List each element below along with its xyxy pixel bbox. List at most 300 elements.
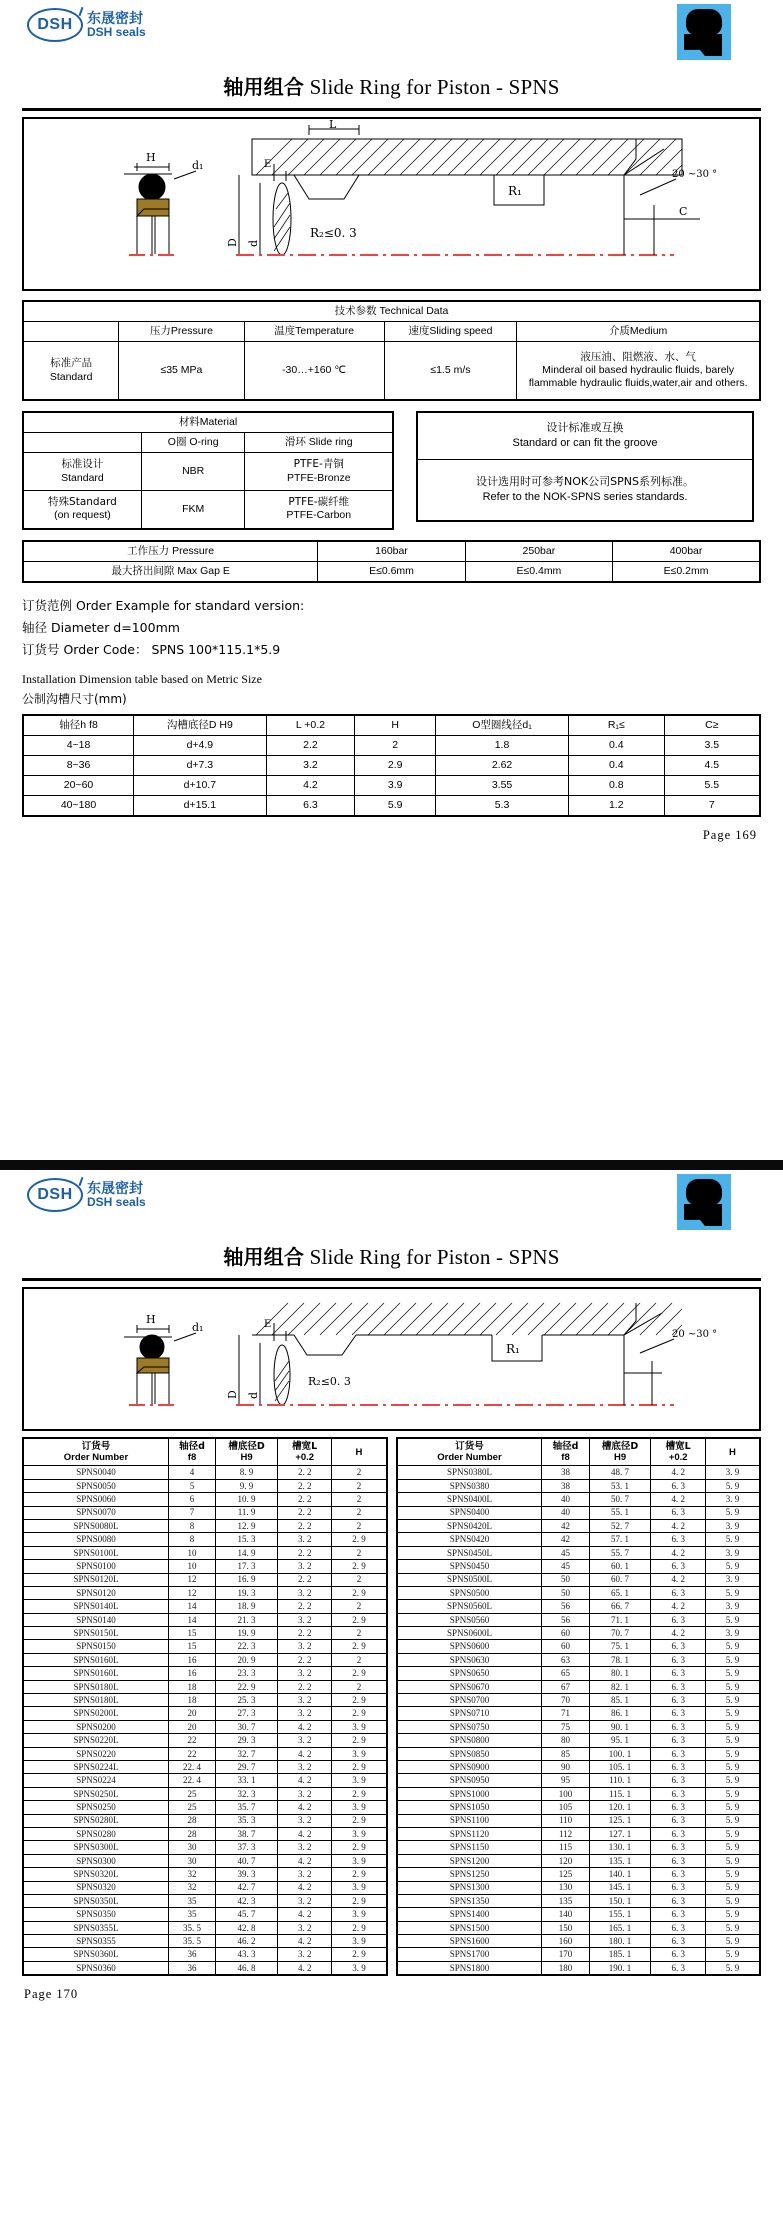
order-number-table-left [22, 1437, 388, 1976]
cell-r20-c2: 29. 3 [216, 1734, 278, 1747]
install-r1-c4: 2.62 [436, 756, 569, 776]
order-th-2-en: H9 [240, 1452, 253, 1464]
cell-r21-c2: 100. 1 [589, 1747, 651, 1760]
cell-r14-c4: 5. 9 [705, 1653, 760, 1666]
cell-r13-c1: 15 [168, 1640, 215, 1653]
install-r0-c3: 2 [355, 735, 436, 755]
order-th-groove-d [216, 1438, 278, 1466]
install-r2-c2: 4.2 [266, 776, 354, 796]
cell-r5-c0: SPNS0080 [23, 1533, 168, 1546]
cell-r4-c1: 8 [168, 1519, 215, 1532]
table-row [23, 1694, 387, 1707]
label-E: E [264, 1319, 272, 1330]
cell-r26-c4: 5. 9 [705, 1814, 760, 1827]
cell-r14-c3: 2. 2 [277, 1653, 332, 1666]
order-th-0-cn: 订货号 [81, 1441, 111, 1452]
cell-r12-c2: 19. 9 [216, 1627, 278, 1640]
table-row [397, 1961, 761, 1975]
table-row [397, 1935, 761, 1948]
cell-r11-c0: SPNS0140 [23, 1613, 168, 1626]
table-row [23, 1747, 387, 1760]
cell-r27-c3: 4. 2 [277, 1827, 332, 1840]
cell-r35-c1: 160 [542, 1935, 589, 1948]
order-th-order-number [397, 1438, 542, 1466]
cell-r12-c4: 3. 9 [705, 1627, 760, 1640]
cell-r23-c3: 6. 3 [651, 1774, 706, 1787]
table-row [23, 1841, 387, 1854]
cell-r4-c0: SPNS0080L [23, 1519, 168, 1532]
cell-r5-c0: SPNS0420 [397, 1533, 542, 1546]
page-1-number: Page 169 [702, 828, 757, 843]
table-row [23, 1573, 387, 1586]
cell-r28-c4: 2. 9 [332, 1841, 387, 1854]
cell-r2-c4: 3. 9 [705, 1493, 760, 1506]
cell-r33-c3: 4. 2 [277, 1908, 332, 1921]
cell-r23-c3: 4. 2 [277, 1774, 332, 1787]
cell-r29-c4: 5. 9 [705, 1854, 760, 1867]
cell-r28-c3: 3. 2 [277, 1841, 332, 1854]
cell-r14-c0: SPNS0630 [397, 1653, 542, 1666]
cell-r36-c3: 6. 3 [651, 1948, 706, 1961]
order-th-0-en: Order Number [437, 1452, 502, 1464]
td-standard-label [23, 342, 119, 400]
cell-r20-c4: 5. 9 [705, 1734, 760, 1747]
seal-profile-lower-shape [684, 1204, 722, 1226]
cell-r9-c2: 65. 1 [589, 1586, 651, 1599]
table-row [23, 1560, 387, 1573]
cell-r18-c0: SPNS0710 [397, 1707, 542, 1720]
cell-r6-c2: 55. 7 [589, 1546, 651, 1559]
order-th-1-cn: 轴径d [552, 1441, 579, 1452]
table-row [397, 1707, 761, 1720]
cell-r6-c0: SPNS0100L [23, 1546, 168, 1559]
cell-r9-c0: SPNS0120 [23, 1586, 168, 1599]
cell-r10-c3: 2. 2 [277, 1600, 332, 1613]
table-row [23, 1734, 387, 1747]
cell-r15-c1: 16 [168, 1667, 215, 1680]
cell-r33-c3: 6. 3 [651, 1908, 706, 1921]
table-row [397, 1653, 761, 1666]
cell-r27-c2: 38. 7 [216, 1827, 278, 1840]
cell-r36-c2: 185. 1 [589, 1948, 651, 1961]
cell-r7-c3: 6. 3 [651, 1560, 706, 1573]
table-row [23, 1479, 387, 1492]
table-row [397, 1573, 761, 1586]
standard-note-body-en: Refer to the NOK-SPNS series standards. [482, 490, 688, 503]
cell-r28-c2: 37. 3 [216, 1841, 278, 1854]
label-H: H [146, 1313, 156, 1326]
cell-r27-c1: 112 [542, 1827, 589, 1840]
cell-r1-c2: 9. 9 [216, 1479, 278, 1492]
cell-r6-c4: 2 [332, 1546, 387, 1559]
cell-r29-c0: SPNS1200 [397, 1854, 542, 1867]
cell-r37-c4: 5. 9 [705, 1961, 760, 1975]
cell-r13-c3: 6. 3 [651, 1640, 706, 1653]
cell-r32-c4: 5. 9 [705, 1894, 760, 1907]
cell-r4-c0: SPNS0420L [397, 1519, 542, 1532]
order-th-3-en: +0.2 [668, 1452, 688, 1464]
cell-r24-c4: 5. 9 [705, 1787, 760, 1800]
table-row [397, 1814, 761, 1827]
order-th-groove-l [277, 1438, 332, 1466]
cell-r16-c2: 22. 9 [216, 1680, 278, 1693]
dsh-logo-icon: DSH [27, 1178, 83, 1212]
cell-r4-c3: 4. 2 [651, 1519, 706, 1532]
cell-r8-c2: 16. 9 [216, 1573, 278, 1586]
cell-r18-c4: 2. 9 [332, 1707, 387, 1720]
cell-r36-c4: 5. 9 [705, 1948, 760, 1961]
cell-r20-c0: SPNS0220L [23, 1734, 168, 1747]
cell-r15-c0: SPNS0650 [397, 1667, 542, 1680]
cell-r8-c1: 12 [168, 1573, 215, 1586]
cell-r19-c1: 20 [168, 1720, 215, 1733]
cell-r31-c1: 130 [542, 1881, 589, 1894]
order-th-shaft-d [168, 1438, 215, 1466]
cell-r23-c0: SPNS0224 [23, 1774, 168, 1787]
technical-data-title: 技术参数 Technical Data [23, 301, 760, 322]
cell-r18-c4: 5. 9 [705, 1707, 760, 1720]
cell-r32-c4: 2. 9 [332, 1894, 387, 1907]
cell-r37-c0: SPNS0360 [23, 1961, 168, 1975]
cell-r23-c4: 3. 9 [332, 1774, 387, 1787]
table-row [23, 735, 760, 755]
table-row [23, 1640, 387, 1653]
cell-r29-c1: 30 [168, 1854, 215, 1867]
cell-r28-c0: SPNS0300L [23, 1841, 168, 1854]
material-row-1-oring: FKM [141, 491, 245, 529]
cell-r3-c2: 11. 9 [216, 1506, 278, 1519]
cell-r27-c1: 28 [168, 1827, 215, 1840]
cell-r30-c0: SPNS1250 [397, 1868, 542, 1881]
order-th-3-cn: 槽宽L [665, 1441, 691, 1452]
title-divider [22, 1278, 761, 1281]
cell-r20-c3: 3. 2 [277, 1734, 332, 1747]
cell-r7-c3: 3. 2 [277, 1560, 332, 1573]
cell-r16-c0: SPNS0670 [397, 1680, 542, 1693]
material-title: 材料Material [23, 412, 393, 433]
cell-r21-c1: 22 [168, 1747, 215, 1760]
cell-r19-c2: 30. 7 [216, 1720, 278, 1733]
install-r3-c2: 6.3 [266, 796, 354, 817]
cell-r16-c4: 5. 9 [705, 1680, 760, 1693]
cell-r11-c3: 6. 3 [651, 1613, 706, 1626]
cell-r22-c1: 90 [542, 1761, 589, 1774]
material-row-1-label [23, 491, 141, 529]
cell-r19-c4: 3. 9 [332, 1720, 387, 1733]
cell-r3-c0: SPNS0070 [23, 1506, 168, 1519]
order-example-block [22, 595, 761, 661]
table-row [397, 1466, 761, 1479]
cell-r2-c0: SPNS0060 [23, 1493, 168, 1506]
table-row [397, 1600, 761, 1613]
install-r2-c4: 3.55 [436, 776, 569, 796]
cell-r2-c1: 40 [542, 1493, 589, 1506]
cell-r26-c1: 110 [542, 1814, 589, 1827]
cell-r34-c4: 5. 9 [705, 1921, 760, 1934]
cell-r8-c1: 50 [542, 1573, 589, 1586]
material-th-slide-ring: 滑环 Slide ring [245, 432, 393, 452]
td-blank-corner [23, 322, 119, 342]
cell-r22-c0: SPNS0900 [397, 1761, 542, 1774]
cell-r16-c4: 2 [332, 1680, 387, 1693]
cell-r25-c2: 120. 1 [589, 1801, 651, 1814]
cell-r14-c1: 16 [168, 1653, 215, 1666]
install-note-block [22, 670, 761, 708]
table-row [397, 1546, 761, 1559]
cell-r1-c4: 5. 9 [705, 1479, 760, 1492]
cell-r15-c2: 23. 3 [216, 1667, 278, 1680]
cell-r3-c1: 40 [542, 1506, 589, 1519]
cell-r21-c4: 5. 9 [705, 1747, 760, 1760]
cell-r35-c4: 5. 9 [705, 1935, 760, 1948]
cell-r31-c1: 32 [168, 1881, 215, 1894]
cell-r19-c2: 90. 1 [589, 1720, 651, 1733]
td-medium-cn: 液压油、阻燃液、水、气 [580, 350, 696, 363]
cell-r12-c0: SPNS0150L [23, 1627, 168, 1640]
cell-r32-c3: 3. 2 [277, 1894, 332, 1907]
cell-r31-c3: 4. 2 [277, 1881, 332, 1894]
cell-r34-c3: 6. 3 [651, 1921, 706, 1934]
cell-r34-c2: 165. 1 [589, 1921, 651, 1934]
cell-r26-c0: SPNS1100 [397, 1814, 542, 1827]
install-r2-c6: 5.5 [664, 776, 760, 796]
cell-r25-c4: 5. 9 [705, 1801, 760, 1814]
cell-r34-c3: 3. 2 [277, 1921, 332, 1934]
standard-note-box [416, 411, 754, 522]
cell-r19-c0: SPNS0200 [23, 1720, 168, 1733]
cell-r19-c3: 4. 2 [277, 1720, 332, 1733]
cell-r32-c0: SPNS1350 [397, 1894, 542, 1907]
cell-r8-c3: 4. 2 [651, 1573, 706, 1586]
cell-r2-c1: 6 [168, 1493, 215, 1506]
pressure-400: 400bar [613, 541, 760, 562]
cell-r2-c2: 50. 7 [589, 1493, 651, 1506]
cell-r28-c1: 30 [168, 1841, 215, 1854]
order-th-3-cn: 槽宽L [292, 1441, 318, 1452]
cell-r11-c1: 56 [542, 1613, 589, 1626]
cell-r10-c3: 4. 2 [651, 1600, 706, 1613]
td-standard-label-en: Standard [49, 370, 93, 383]
cell-r21-c3: 4. 2 [277, 1747, 332, 1760]
material-row-1-label-en: (on request) [54, 509, 111, 522]
cell-r7-c1: 10 [168, 1560, 215, 1573]
cell-r6-c3: 2. 2 [277, 1546, 332, 1559]
order-th-groove-d [589, 1438, 651, 1466]
cell-r17-c1: 70 [542, 1694, 589, 1707]
cell-r9-c4: 2. 9 [332, 1586, 387, 1599]
seal-profile-icon [677, 4, 731, 60]
cell-r24-c0: SPNS0250L [23, 1787, 168, 1800]
cell-r36-c3: 3. 2 [277, 1948, 332, 1961]
pressure-160: 160bar [318, 541, 465, 562]
maxgap-250: E≤0.4mm [465, 561, 612, 582]
cell-r18-c3: 6. 3 [651, 1707, 706, 1720]
table-row [23, 1908, 387, 1921]
cross-section-drawing-page-2 [22, 1287, 761, 1431]
cell-r28-c2: 130. 1 [589, 1841, 651, 1854]
install-th-1: 沟槽底径D H9 [134, 715, 267, 736]
install-r3-c4: 5.3 [436, 796, 569, 817]
material-row-0-label-cn: 标准设计 [61, 458, 104, 471]
cell-r2-c3: 2. 2 [277, 1493, 332, 1506]
table-row [23, 1814, 387, 1827]
label-d1: d₁ [192, 159, 204, 172]
cell-r1-c1: 38 [542, 1479, 589, 1492]
label-C: C [679, 205, 688, 218]
cell-r1-c0: SPNS0050 [23, 1479, 168, 1492]
table-row [23, 1546, 387, 1559]
cell-r26-c4: 2. 9 [332, 1814, 387, 1827]
cell-r20-c3: 6. 3 [651, 1734, 706, 1747]
cell-r16-c3: 2. 2 [277, 1680, 332, 1693]
table-row [397, 1479, 761, 1492]
brand-name-en: DSH seals [87, 25, 146, 40]
cell-r30-c3: 6. 3 [651, 1868, 706, 1881]
cell-r26-c1: 28 [168, 1814, 215, 1827]
material-th-oring: O圈 O-ring [141, 432, 245, 452]
cell-r33-c4: 3. 9 [332, 1908, 387, 1921]
cell-r17-c4: 2. 9 [332, 1694, 387, 1707]
cell-r13-c1: 60 [542, 1640, 589, 1653]
cell-r16-c1: 67 [542, 1680, 589, 1693]
page-separator [0, 1160, 783, 1170]
table-row [397, 1667, 761, 1680]
cell-r7-c4: 2. 9 [332, 1560, 387, 1573]
cell-r20-c2: 95. 1 [589, 1734, 651, 1747]
cell-r4-c4: 2 [332, 1519, 387, 1532]
cell-r24-c3: 6. 3 [651, 1787, 706, 1800]
cell-r13-c3: 3. 2 [277, 1640, 332, 1653]
brand-logo [27, 1178, 146, 1212]
cell-r16-c1: 18 [168, 1680, 215, 1693]
cell-r15-c4: 5. 9 [705, 1667, 760, 1680]
cell-r33-c0: SPNS1400 [397, 1908, 542, 1921]
order-number-table-right [396, 1437, 762, 1976]
cell-r3-c3: 2. 2 [277, 1506, 332, 1519]
cell-r14-c4: 2 [332, 1653, 387, 1666]
label-D: D [226, 1390, 239, 1399]
cell-r25-c0: SPNS0250 [23, 1801, 168, 1814]
cell-r32-c2: 42. 3 [216, 1894, 278, 1907]
order-table-right-body [397, 1466, 761, 1975]
maxgap-160: E≤0.6mm [318, 561, 465, 582]
table-row [397, 1493, 761, 1506]
cell-r22-c2: 29. 7 [216, 1761, 278, 1774]
table-row [397, 1854, 761, 1867]
cell-r17-c3: 6. 3 [651, 1694, 706, 1707]
cell-r35-c3: 4. 2 [277, 1935, 332, 1948]
cell-r37-c2: 190. 1 [589, 1961, 651, 1975]
cell-r29-c2: 135. 1 [589, 1854, 651, 1867]
cell-r26-c2: 35. 3 [216, 1814, 278, 1827]
table-row [397, 1948, 761, 1961]
order-number-tables [22, 1437, 761, 1976]
material-and-standard-row [22, 411, 761, 530]
material-row-0-label [23, 453, 141, 491]
cell-r25-c1: 105 [542, 1801, 589, 1814]
cell-r36-c1: 170 [542, 1948, 589, 1961]
cell-r27-c3: 6. 3 [651, 1827, 706, 1840]
install-th-5: R₁≤ [568, 715, 664, 736]
cell-r14-c3: 6. 3 [651, 1653, 706, 1666]
table-row [397, 1841, 761, 1854]
table-row [23, 1600, 387, 1613]
cell-r6-c1: 10 [168, 1546, 215, 1559]
pressure-250: 250bar [465, 541, 612, 562]
cell-r23-c4: 5. 9 [705, 1774, 760, 1787]
cell-r17-c0: SPNS0700 [397, 1694, 542, 1707]
cell-r17-c2: 85. 1 [589, 1694, 651, 1707]
install-r2-c5: 0.8 [568, 776, 664, 796]
cell-r8-c3: 2. 2 [277, 1573, 332, 1586]
table-row [397, 1640, 761, 1653]
cell-r26-c3: 3. 2 [277, 1814, 332, 1827]
cell-r36-c1: 36 [168, 1948, 215, 1961]
table-row [397, 1734, 761, 1747]
cell-r24-c0: SPNS1000 [397, 1787, 542, 1800]
cross-section-drawing-page-1 [22, 117, 761, 291]
cell-r30-c1: 125 [542, 1868, 589, 1881]
install-r3-c0: 40~180 [23, 796, 134, 817]
cell-r5-c4: 5. 9 [705, 1533, 760, 1546]
cell-r26-c2: 125. 1 [589, 1814, 651, 1827]
page-2-title-cn: 轴用组合 [223, 1245, 305, 1269]
cell-r33-c2: 45. 7 [216, 1908, 278, 1921]
cell-r30-c1: 32 [168, 1868, 215, 1881]
cell-r4-c2: 12. 9 [216, 1519, 278, 1532]
table-row [397, 1533, 761, 1546]
cell-r28-c4: 5. 9 [705, 1841, 760, 1854]
cell-r22-c3: 6. 3 [651, 1761, 706, 1774]
cell-r27-c4: 3. 9 [332, 1827, 387, 1840]
cell-r31-c3: 6. 3 [651, 1881, 706, 1894]
cell-r14-c0: SPNS0160L [23, 1653, 168, 1666]
cell-r22-c0: SPNS0224L [23, 1761, 168, 1774]
pressure-gap-table [22, 540, 761, 583]
cell-r37-c1: 180 [542, 1961, 589, 1975]
install-r1-c1: d+7.3 [134, 756, 267, 776]
cell-r13-c2: 22. 3 [216, 1640, 278, 1653]
cell-r33-c1: 140 [542, 1908, 589, 1921]
install-r1-c3: 2.9 [355, 756, 436, 776]
cell-r25-c1: 25 [168, 1801, 215, 1814]
maxgap-400: E≤0.2mm [613, 561, 760, 582]
cell-r2-c2: 10. 9 [216, 1493, 278, 1506]
cell-r2-c4: 2 [332, 1493, 387, 1506]
cell-r3-c2: 55. 1 [589, 1506, 651, 1519]
table-row [23, 1533, 387, 1546]
cell-r25-c3: 6. 3 [651, 1801, 706, 1814]
cell-r19-c3: 6. 3 [651, 1720, 706, 1733]
material-row-1-label-cn: 特殊Standard [48, 496, 117, 509]
cell-r9-c3: 3. 2 [277, 1586, 332, 1599]
cell-r34-c0: SPNS0355L [23, 1921, 168, 1934]
cell-r8-c0: SPNS0120L [23, 1573, 168, 1586]
cell-r0-c1: 4 [168, 1466, 215, 1479]
cell-r24-c2: 115. 1 [589, 1787, 651, 1800]
order-table-header-row [397, 1438, 761, 1466]
cell-r7-c2: 60. 1 [589, 1560, 651, 1573]
cell-r34-c1: 150 [542, 1921, 589, 1934]
table-row [23, 1519, 387, 1532]
cell-r5-c2: 15. 3 [216, 1533, 278, 1546]
cell-r10-c0: SPNS0560L [397, 1600, 542, 1613]
order-example-line-2: 轴径 Diameter d=100mm [22, 619, 180, 635]
material-row-1-slide-cn: PTFE-碳纤维 [288, 496, 350, 509]
material-row-0-slide [245, 453, 393, 491]
cell-r28-c3: 6. 3 [651, 1841, 706, 1854]
cell-r27-c0: SPNS0280 [23, 1827, 168, 1840]
